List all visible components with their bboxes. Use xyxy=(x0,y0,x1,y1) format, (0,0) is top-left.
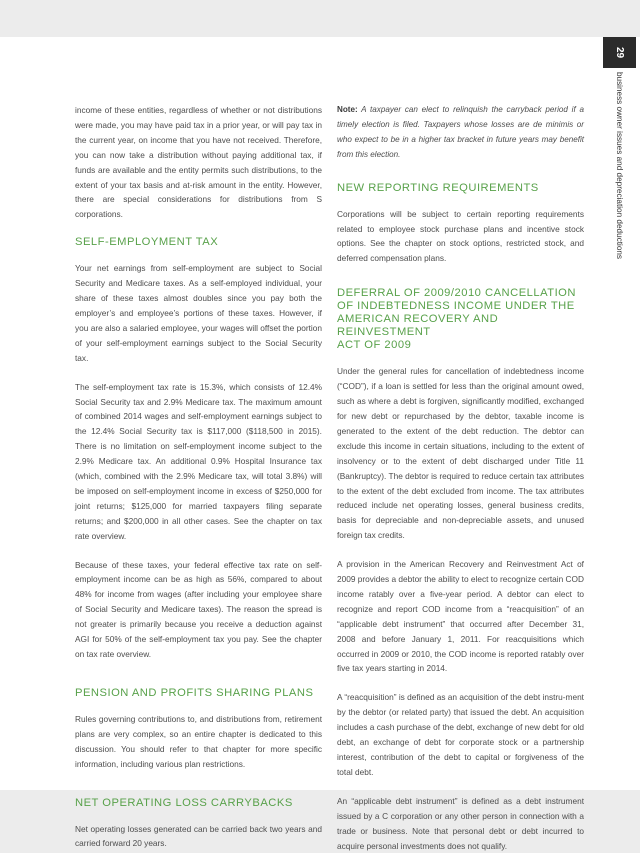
paragraph-pension: Rules governing contributions to, and distributions from, retirement plans are very complex, so an entire chapter is dedicated to this discussion. You should refer to that chapter for more specific information, including various plan restrictions. xyxy=(75,713,322,769)
left-column xyxy=(75,103,322,851)
paragraph-cod-4: An “applicable debt instrument” is defined as a debt instrument issued by a C corporation or any other person in connection with a trade or business. Note that personal debt or debt incurred to acquire personal investments does not qualify. xyxy=(337,795,584,851)
paragraph-se-2: The self-employment tax rate is 15.3%, which consists of 12.4% Social Security tax and 2.9% Medicare tax. The maximum amount of combined 2014 wages and self-employment earnings subject to the 12.4% Social Security tax is $117,000 ($118,500 in 2015). There is no limitation on self-employment income subject to the 2.9% Medicare tax. An additional 0.9% Hospital Insurance tax (which, combined with the 2.9% Medicare tax, will total 3.8%) will be imposed on self-employment income in excess of $250,000 for joint returns; $125,000 for married taxpayers filing separate returns; and $200,000 in all other cases. See the chapter on tax rate overview. xyxy=(75,381,322,541)
note-text: A taxpayer can elect to relinquish the carryback period if a timely election is filed. Taxpayers whose losses are de minimis or who expect to be in a higher tax bracket in future years may benefit from this election. xyxy=(337,105,584,159)
heading-deferral-line-4: ACT OF 2009 xyxy=(337,339,412,352)
paragraph-reporting: Corporations will be subject to certain reporting requirements related to employee stock purchase plans and incentive stock options. See the chapter on stock options, restricted stock, and deferred compensation plans. xyxy=(337,208,584,264)
note-label: Note: xyxy=(337,105,358,114)
page-number-tab xyxy=(603,37,636,68)
paragraph-cod-3: A “reacquisition” is defined as an acquisition of the debt instru-ment by the debtor (or related party) that issued the debt. An acquisition includes a cash purchase of the debt, exchange of new debt for old debt, an exchange of debt for corporate stock or a partnership interest, contribution of the debt to capital or forgiveness of the total debt. xyxy=(337,692,584,777)
heading-pension-plans: PENSION AND PROFITS SHARING PLANS xyxy=(75,686,314,699)
heading-deferral-line-3: AMERICAN RECOVERY AND REINVESTMENT xyxy=(337,313,499,339)
page-number: 29 xyxy=(614,46,625,59)
heading-deferral-cod xyxy=(337,287,584,352)
running-head xyxy=(612,70,628,260)
paragraph-nol: Net operating losses generated can be carried back two years and carried forward 20 years. xyxy=(75,823,322,849)
heading-nol-carrybacks: NET OPERATING LOSS CARRYBACKS xyxy=(75,796,293,809)
heading-reporting-requirements: NEW REPORTING REQUIREMENTS xyxy=(337,181,539,194)
note-block xyxy=(337,103,584,163)
paragraph-cod-1: Under the general rules for cancellation of indebtedness income (“COD”), if a loan is settled for less than the original amount owed, such as where a debt is forgiven, significantly modified, exchanged for new debt or repurchased by the debtor, taxable income is generated to the extent of the debt reduction. The debtor can exclude this income in certain situations, including to the extent of insolvency or to the extent of debt discharged under Title 11 (Bankruptcy). The debtor is required to reduce certain tax attributes to the extent of the debt excluded from income. The tax attributes reduced include net operating losses, general business credits, basis for depreciable and non-depreciable assets, and unused foreign tax credits. xyxy=(337,366,584,541)
running-head-text: business owner issues and depreciation deductions xyxy=(615,71,625,259)
heading-deferral-line-2: OF INDEBTEDNESS INCOME UNDER THE xyxy=(337,300,575,313)
heading-deferral-line-1: DEFERRAL OF 2009/2010 CANCELLATION xyxy=(337,287,576,300)
paragraph-se-1: Your net earnings from self-employment are subject to Social Security and Medicare taxes. As a self-employed individual, your share of these taxes almost doubles since you pay both the employer’s and employee’s portions of these taxes. However, if you are also a salaried employee, your wages will offset the portion of your self-employment earnings subject to the Social Security tax. xyxy=(75,263,322,363)
heading-self-employment-tax: SELF-EMPLOYMENT TAX xyxy=(75,236,219,249)
paragraph-se-3: Because of these taxes, your federal effective tax rate on self-employment income can be as high as 56%, compared to about 48% for income from wages (after including your employee share of Social Security and Medicare taxes). The reason the spread is not greater is primarily because you receive a deduction against AGI for 50% of the self-employment tax you pay. See the chapter on tax rate overview. xyxy=(75,559,322,659)
right-column xyxy=(337,103,584,853)
paragraph-cod-2: A provision in the American Recovery and Reinvestment Act of 2009 provides a debtor the ability to elect to recognize certain COD income ratably over a five-year period. A debtor can elect to recognize and report COD income from a “reacquisition” of an “applicable debt instrument” that occurred after December 31, 2008 and before January 1, 2011. For reacquisitions which occurred in 2009 or 2010, the COD income is reported ratably over five tax years starting in 2014. xyxy=(337,559,584,674)
paragraph-intro: income of these entities, regardless of whether or not distributions were made, you may have paid tax in a prior year, or will pay tax in the current year, on income that you have not received. Therefore, you can now take a distribution without paying additional tax, if funds are available and the entity permits such distributions, to the extent of your tax basis and at-risk amount in the entity. However, there are special considerations for distributions from S corporations. xyxy=(75,105,322,220)
